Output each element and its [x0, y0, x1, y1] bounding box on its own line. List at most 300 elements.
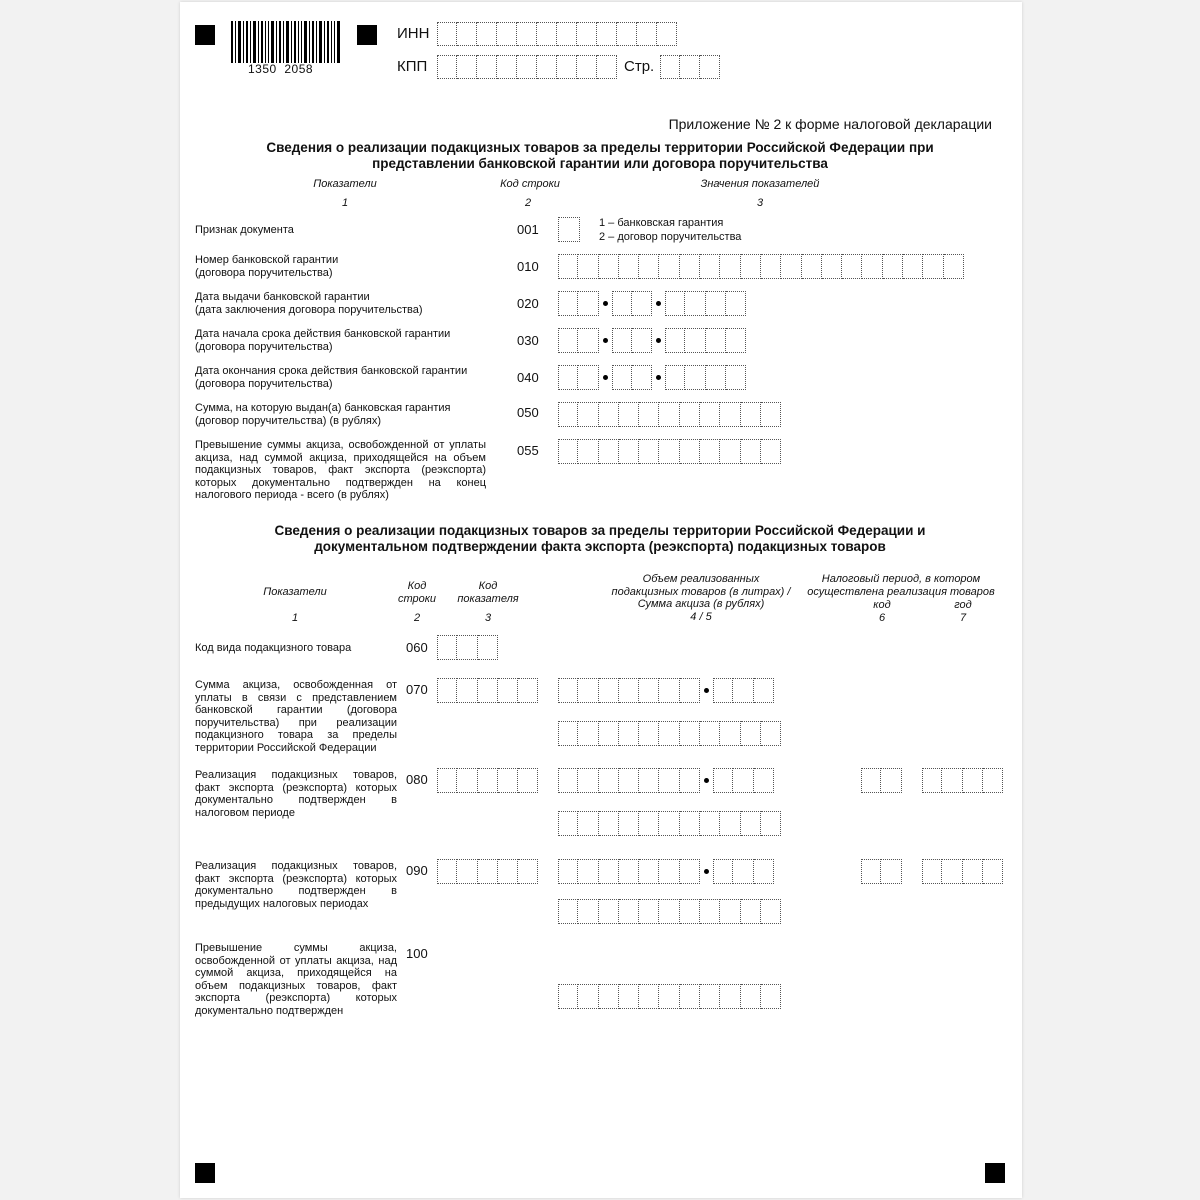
- entry-cell[interactable]: [639, 768, 659, 793]
- entry-cell[interactable]: [517, 55, 537, 79]
- inn-field[interactable]: [437, 22, 677, 46]
- entry-cell[interactable]: [706, 291, 726, 316]
- cell-group: [437, 55, 617, 79]
- entry-cell[interactable]: [558, 402, 578, 427]
- section1-title-line1: Сведения о реализации подакцизных товаров за пределы территории Российской Федерации при: [266, 140, 934, 155]
- entry-cell[interactable]: [537, 55, 557, 79]
- cell-group: [558, 768, 700, 793]
- entry-cell[interactable]: [944, 254, 964, 279]
- entry-cell[interactable]: [680, 254, 700, 279]
- cell-group: [612, 328, 653, 353]
- s1-row-020-code: 020: [517, 296, 539, 311]
- entry-cell[interactable]: [881, 859, 901, 884]
- cell-group: [665, 291, 746, 316]
- entry-cell[interactable]: [558, 721, 578, 746]
- cell-group: [437, 859, 538, 884]
- separator-dot: [704, 869, 709, 874]
- section1-title: [200, 140, 1000, 172]
- entry-cell[interactable]: [685, 291, 705, 316]
- s1-row-030-label: [195, 328, 450, 353]
- entry-cell[interactable]: [578, 859, 598, 884]
- entry-cell[interactable]: [457, 22, 477, 46]
- excess-amount-field[interactable]: [558, 439, 781, 464]
- cell-group: [861, 768, 902, 793]
- entry-cell[interactable]: [861, 768, 881, 793]
- row-090-volume-field[interactable]: [558, 859, 774, 884]
- entry-cell[interactable]: [639, 402, 659, 427]
- entry-cell[interactable]: [558, 984, 578, 1009]
- entry-cell[interactable]: [599, 721, 619, 746]
- row-080-indicator-code-field[interactable]: [437, 768, 538, 793]
- s1-col-num-2: 2: [524, 197, 532, 209]
- entry-cell[interactable]: [578, 402, 598, 427]
- entry-cell[interactable]: [612, 291, 632, 316]
- entry-cell[interactable]: [478, 635, 498, 660]
- entry-cell[interactable]: [637, 22, 657, 46]
- entry-cell[interactable]: [659, 859, 679, 884]
- appendix-title: Приложение № 2 к форме налоговой декларации: [668, 116, 992, 132]
- entry-cell[interactable]: [761, 721, 781, 746]
- entry-cell[interactable]: [700, 811, 720, 836]
- entry-cell[interactable]: [599, 859, 619, 884]
- row-070-excise-amount-field[interactable]: [558, 721, 781, 746]
- cell-group: [558, 365, 599, 390]
- s2-col-num-1: 1: [291, 612, 299, 624]
- guarantee-amount-field[interactable]: [558, 402, 781, 427]
- entry-cell[interactable]: [883, 254, 903, 279]
- s1-row-050-code: 050: [517, 405, 539, 420]
- s1-col-line-code: Код строки: [500, 178, 560, 190]
- entry-cell[interactable]: [659, 768, 679, 793]
- row-080-period-code-field[interactable]: [861, 768, 902, 793]
- entry-cell[interactable]: [700, 984, 720, 1009]
- entry-cell[interactable]: [733, 768, 753, 793]
- end-date-field[interactable]: [558, 365, 746, 390]
- entry-cell[interactable]: [578, 811, 598, 836]
- entry-cell[interactable]: [713, 859, 733, 884]
- entry-cell[interactable]: [761, 439, 781, 464]
- entry-cell[interactable]: [632, 328, 652, 353]
- entry-cell[interactable]: [657, 22, 677, 46]
- entry-cell[interactable]: [517, 22, 537, 46]
- entry-cell[interactable]: [726, 328, 746, 353]
- entry-cell[interactable]: [599, 254, 619, 279]
- entry-cell[interactable]: [617, 22, 637, 46]
- entry-cell[interactable]: [558, 365, 578, 390]
- row-090-period-year-field[interactable]: [922, 859, 1003, 884]
- s1-row-040-code: 040: [517, 370, 539, 385]
- entry-cell[interactable]: [639, 678, 659, 703]
- entry-cell[interactable]: [761, 811, 781, 836]
- entry-cell[interactable]: [632, 365, 652, 390]
- entry-cell[interactable]: [706, 328, 726, 353]
- page-number-field[interactable]: [660, 55, 720, 79]
- entry-cell[interactable]: [437, 859, 457, 884]
- entry-cell[interactable]: [457, 635, 477, 660]
- entry-cell[interactable]: [700, 721, 720, 746]
- entry-cell[interactable]: [741, 439, 761, 464]
- entry-cell[interactable]: [781, 254, 801, 279]
- entry-cell[interactable]: [558, 217, 580, 242]
- entry-cell[interactable]: [599, 899, 619, 924]
- entry-cell[interactable]: [497, 55, 517, 79]
- entry-cell[interactable]: [680, 402, 700, 427]
- entry-cell[interactable]: [639, 254, 659, 279]
- entry-cell[interactable]: [720, 899, 740, 924]
- s2-col-line-code-l1: Код: [407, 580, 427, 592]
- entry-cell[interactable]: [680, 768, 700, 793]
- entry-cell[interactable]: [537, 22, 557, 46]
- s2-row-100-label: Превышение суммы акциза, освобожденной от уплаты акциза, над суммой акциза, приходящейся на объем подакцизных товаров, факт экспорта (реэкспорта) которых документально подтвержден: [195, 942, 397, 1017]
- entry-cell[interactable]: [498, 768, 518, 793]
- cell-group: [437, 22, 677, 46]
- separator-dot: [656, 301, 661, 306]
- entry-cell[interactable]: [706, 365, 726, 390]
- s2-col-period-l2: осуществлена реализация товаров: [807, 585, 995, 598]
- entry-cell[interactable]: [700, 254, 720, 279]
- entry-cell[interactable]: [963, 859, 983, 884]
- entry-cell[interactable]: [612, 365, 632, 390]
- entry-cell[interactable]: [680, 859, 700, 884]
- cell-group: [713, 859, 774, 884]
- entry-cell[interactable]: [557, 55, 577, 79]
- entry-cell[interactable]: [720, 984, 740, 1009]
- entry-cell[interactable]: [659, 899, 679, 924]
- start-date-field[interactable]: [558, 328, 746, 353]
- entry-cell[interactable]: [619, 402, 639, 427]
- barcode-number: 1350 2058: [248, 62, 314, 76]
- entry-cell[interactable]: [557, 22, 577, 46]
- entry-cell[interactable]: [578, 768, 598, 793]
- entry-cell[interactable]: [680, 899, 700, 924]
- s2-col-volume-l2: подакцизных товаров (в литрах) /: [611, 585, 791, 598]
- entry-cell[interactable]: [685, 365, 705, 390]
- s2-col-period-l1: Налоговый период, в котором: [821, 573, 981, 585]
- entry-cell[interactable]: [680, 811, 700, 836]
- entry-cell[interactable]: [457, 55, 477, 79]
- s1-row-040-label-line2: (договора поручительства): [195, 377, 333, 390]
- cell-group: [558, 402, 781, 427]
- entry-cell[interactable]: [577, 55, 597, 79]
- entry-cell[interactable]: [659, 254, 679, 279]
- entry-cell[interactable]: [558, 859, 578, 884]
- entry-cell[interactable]: [457, 678, 477, 703]
- s2-col-indicator-code: [448, 580, 528, 605]
- entry-cell[interactable]: [558, 899, 578, 924]
- entry-cell[interactable]: [558, 254, 578, 279]
- entry-cell[interactable]: [720, 254, 740, 279]
- entry-cell[interactable]: [599, 678, 619, 703]
- entry-cell[interactable]: [599, 402, 619, 427]
- entry-cell[interactable]: [903, 254, 923, 279]
- s1-col-indicators: Показатели: [313, 178, 377, 190]
- entry-cell[interactable]: [639, 439, 659, 464]
- entry-cell[interactable]: [761, 254, 781, 279]
- entry-cell[interactable]: [942, 768, 962, 793]
- row-080-volume-field[interactable]: [558, 768, 774, 793]
- entry-cell[interactable]: [599, 439, 619, 464]
- row-090-period-code-field[interactable]: [861, 859, 902, 884]
- cell-group: [558, 984, 781, 1009]
- s2-col-num-7: 7: [959, 612, 967, 624]
- entry-cell[interactable]: [478, 859, 498, 884]
- entry-cell[interactable]: [726, 365, 746, 390]
- cell-group: [558, 328, 599, 353]
- guarantee-number-field[interactable]: [558, 254, 964, 279]
- entry-cell[interactable]: [754, 768, 774, 793]
- entry-cell[interactable]: [680, 439, 700, 464]
- entry-cell[interactable]: [612, 328, 632, 353]
- s1-col-num-1: 1: [341, 197, 349, 209]
- entry-cell[interactable]: [983, 768, 1003, 793]
- entry-cell[interactable]: [659, 721, 679, 746]
- entry-cell[interactable]: [741, 811, 761, 836]
- row-090-indicator-code-field[interactable]: [437, 859, 538, 884]
- page-label: Стр.: [624, 58, 655, 75]
- entry-cell[interactable]: [619, 859, 639, 884]
- entry-cell[interactable]: [619, 811, 639, 836]
- entry-cell[interactable]: [578, 328, 598, 353]
- entry-cell[interactable]: [659, 402, 679, 427]
- entry-cell[interactable]: [923, 254, 943, 279]
- entry-cell[interactable]: [761, 402, 781, 427]
- entry-cell[interactable]: [558, 678, 578, 703]
- s2-col-line-code-l2: строки: [397, 592, 437, 605]
- section1-title-line2: представлении банковской гарантии или договора поручительства: [372, 156, 828, 171]
- entry-cell[interactable]: [639, 811, 659, 836]
- entry-cell[interactable]: [700, 55, 720, 79]
- entry-cell[interactable]: [659, 984, 679, 1009]
- entry-cell[interactable]: [478, 768, 498, 793]
- entry-cell[interactable]: [741, 984, 761, 1009]
- entry-cell[interactable]: [518, 678, 538, 703]
- entry-cell[interactable]: [861, 859, 881, 884]
- s2-col-volume-l1: Объем реализованных: [642, 573, 760, 585]
- corner-marker-bottom-left: [195, 1163, 215, 1183]
- entry-cell[interactable]: [478, 678, 498, 703]
- s2-row-090-label: Реализация подакцизных товаров, факт экспорта (реэкспорта) которых документально подтвержден в предыдущих налоговых периодах: [195, 860, 397, 910]
- entry-cell[interactable]: [881, 768, 901, 793]
- entry-cell[interactable]: [659, 678, 679, 703]
- s2-row-070-label: Сумма акциза, освобожденная от уплаты в связи с представлением банковской гарантии (договора поручительства) при реализации подакцизного товара за пределы территории Российской Федерации: [195, 679, 397, 754]
- entry-cell[interactable]: [942, 859, 962, 884]
- separator-dot: [603, 338, 608, 343]
- s2-col-num-2: 2: [413, 612, 421, 624]
- entry-cell[interactable]: [632, 291, 652, 316]
- s1-row-010-code: 010: [517, 259, 539, 274]
- entry-cell[interactable]: [685, 328, 705, 353]
- entry-cell[interactable]: [558, 328, 578, 353]
- entry-cell[interactable]: [842, 254, 862, 279]
- entry-cell[interactable]: [665, 365, 685, 390]
- row-080-period-year-field[interactable]: [922, 768, 1003, 793]
- entry-cell[interactable]: [680, 721, 700, 746]
- entry-cell[interactable]: [578, 721, 598, 746]
- separator-dot: [603, 375, 608, 380]
- entry-cell[interactable]: [700, 899, 720, 924]
- s1-row-020-label-line1: Дата выдачи банковской гарантии: [195, 291, 370, 303]
- kpp-label: КПП: [397, 58, 428, 75]
- entry-cell[interactable]: [922, 768, 942, 793]
- entry-cell[interactable]: [558, 811, 578, 836]
- entry-cell[interactable]: [720, 439, 740, 464]
- entry-cell[interactable]: [741, 899, 761, 924]
- entry-cell[interactable]: [437, 768, 457, 793]
- entry-cell[interactable]: [639, 859, 659, 884]
- cell-group: [665, 365, 746, 390]
- entry-cell[interactable]: [639, 984, 659, 1009]
- entry-cell[interactable]: [720, 811, 740, 836]
- s1-row-050-label-line1: Сумма, на которую выдан(а) банковская гарантия: [195, 402, 451, 414]
- entry-cell[interactable]: [862, 254, 882, 279]
- goods-type-code-field[interactable]: [437, 635, 498, 660]
- entry-cell[interactable]: [713, 678, 733, 703]
- cell-group: [713, 678, 774, 703]
- row-070-indicator-code-field[interactable]: [437, 678, 538, 703]
- cell-group: [558, 859, 700, 884]
- entry-cell[interactable]: [477, 22, 497, 46]
- entry-cell[interactable]: [599, 984, 619, 1009]
- cell-group: [437, 635, 498, 660]
- entry-cell[interactable]: [680, 678, 700, 703]
- entry-cell[interactable]: [578, 254, 598, 279]
- entry-cell[interactable]: [578, 678, 598, 703]
- entry-cell[interactable]: [733, 678, 753, 703]
- section2-title-line2: документальном подтверждении факта экспорта (реэкспорта) подакцизных товаров: [314, 539, 886, 554]
- entry-cell[interactable]: [659, 811, 679, 836]
- entry-cell[interactable]: [619, 984, 639, 1009]
- entry-cell[interactable]: [437, 22, 457, 46]
- s2-col-ind-code-l1: Код: [478, 580, 498, 592]
- kpp-field[interactable]: [437, 55, 617, 79]
- entry-cell[interactable]: [680, 55, 700, 79]
- entry-cell[interactable]: [498, 859, 518, 884]
- s2-col-volume: [595, 573, 807, 623]
- entry-cell[interactable]: [518, 768, 538, 793]
- entry-cell[interactable]: [558, 291, 578, 316]
- entry-cell[interactable]: [720, 721, 740, 746]
- cell-group: [861, 859, 902, 884]
- separator-dot: [704, 688, 709, 693]
- entry-cell[interactable]: [437, 55, 457, 79]
- entry-cell[interactable]: [741, 402, 761, 427]
- entry-cell[interactable]: [619, 254, 639, 279]
- entry-cell[interactable]: [577, 22, 597, 46]
- entry-cell[interactable]: [700, 402, 720, 427]
- entry-cell[interactable]: [983, 859, 1003, 884]
- entry-cell[interactable]: [518, 859, 538, 884]
- entry-cell[interactable]: [599, 768, 619, 793]
- document-sign-field[interactable]: [558, 217, 580, 242]
- entry-cell[interactable]: [659, 439, 679, 464]
- entry-cell[interactable]: [822, 254, 842, 279]
- s2-row-080-code: 080: [406, 772, 428, 787]
- s2-col-line-code: [392, 580, 442, 605]
- entry-cell[interactable]: [597, 22, 617, 46]
- entry-cell[interactable]: [680, 984, 700, 1009]
- s1-row-055-code: 055: [517, 443, 539, 458]
- entry-cell[interactable]: [599, 811, 619, 836]
- entry-cell[interactable]: [619, 678, 639, 703]
- entry-cell[interactable]: [754, 678, 774, 703]
- row-100-excess-amount-field[interactable]: [558, 984, 781, 1009]
- entry-cell[interactable]: [741, 254, 761, 279]
- entry-cell[interactable]: [802, 254, 822, 279]
- cell-group: [558, 254, 964, 279]
- entry-cell[interactable]: [733, 859, 753, 884]
- entry-cell[interactable]: [578, 291, 598, 316]
- corner-marker-top-left: [195, 25, 215, 45]
- row-080-excise-amount-field[interactable]: [558, 811, 781, 836]
- s1-col-values: Значения показателей: [700, 178, 820, 190]
- entry-cell[interactable]: [639, 721, 659, 746]
- entry-cell[interactable]: [660, 55, 680, 79]
- entry-cell[interactable]: [477, 55, 497, 79]
- section2-title: [200, 523, 1000, 555]
- entry-cell[interactable]: [597, 55, 617, 79]
- entry-cell[interactable]: [754, 859, 774, 884]
- entry-cell[interactable]: [761, 899, 781, 924]
- entry-cell[interactable]: [457, 859, 477, 884]
- row-070-volume-field[interactable]: [558, 678, 774, 703]
- cell-group: [558, 721, 781, 746]
- entry-cell[interactable]: [578, 365, 598, 390]
- entry-cell[interactable]: [741, 721, 761, 746]
- separator-dot: [603, 301, 608, 306]
- entry-cell[interactable]: [963, 768, 983, 793]
- entry-cell[interactable]: [619, 721, 639, 746]
- entry-cell[interactable]: [558, 768, 578, 793]
- entry-cell[interactable]: [578, 439, 598, 464]
- entry-cell[interactable]: [761, 984, 781, 1009]
- cell-group: [612, 291, 653, 316]
- entry-cell[interactable]: [713, 768, 733, 793]
- entry-cell[interactable]: [497, 22, 517, 46]
- entry-cell[interactable]: [619, 439, 639, 464]
- entry-cell[interactable]: [457, 768, 477, 793]
- s1-row-055-label: Превышение суммы акциза, освобожденной от уплаты акциза, над суммой акциза, приходящейся на объем подакцизных товаров, факт экспорта (реэкспорта) которых документально подтвержден на конец налогового периода - всего (в рублях): [195, 439, 486, 502]
- entry-cell[interactable]: [700, 439, 720, 464]
- entry-cell[interactable]: [437, 635, 457, 660]
- entry-cell[interactable]: [665, 291, 685, 316]
- issue-date-field[interactable]: [558, 291, 746, 316]
- entry-cell[interactable]: [726, 291, 746, 316]
- cell-group: [558, 439, 781, 464]
- entry-cell[interactable]: [922, 859, 942, 884]
- row-090-excise-amount-field[interactable]: [558, 899, 781, 924]
- s1-row-030-code: 030: [517, 333, 539, 348]
- entry-cell[interactable]: [578, 984, 598, 1009]
- s2-col-indicators: Показатели: [263, 586, 327, 598]
- s2-row-100-code: 100: [406, 946, 428, 961]
- entry-cell[interactable]: [558, 439, 578, 464]
- entry-cell[interactable]: [619, 768, 639, 793]
- s1-row-010-label-line2: (договора поручительства): [195, 266, 333, 279]
- s2-row-090-code: 090: [406, 863, 428, 878]
- entry-cell[interactable]: [578, 899, 598, 924]
- entry-cell[interactable]: [437, 678, 457, 703]
- s1-row-020-label: [195, 291, 423, 316]
- entry-cell[interactable]: [720, 402, 740, 427]
- entry-cell[interactable]: [639, 899, 659, 924]
- s1-row-040-label-line1: Дата окончания срока действия банковской гарантии: [195, 365, 468, 377]
- entry-cell[interactable]: [665, 328, 685, 353]
- entry-cell[interactable]: [619, 899, 639, 924]
- cell-group: [558, 291, 599, 316]
- entry-cell[interactable]: [498, 678, 518, 703]
- cell-group: [558, 678, 700, 703]
- s2-row-060-code: 060: [406, 640, 428, 655]
